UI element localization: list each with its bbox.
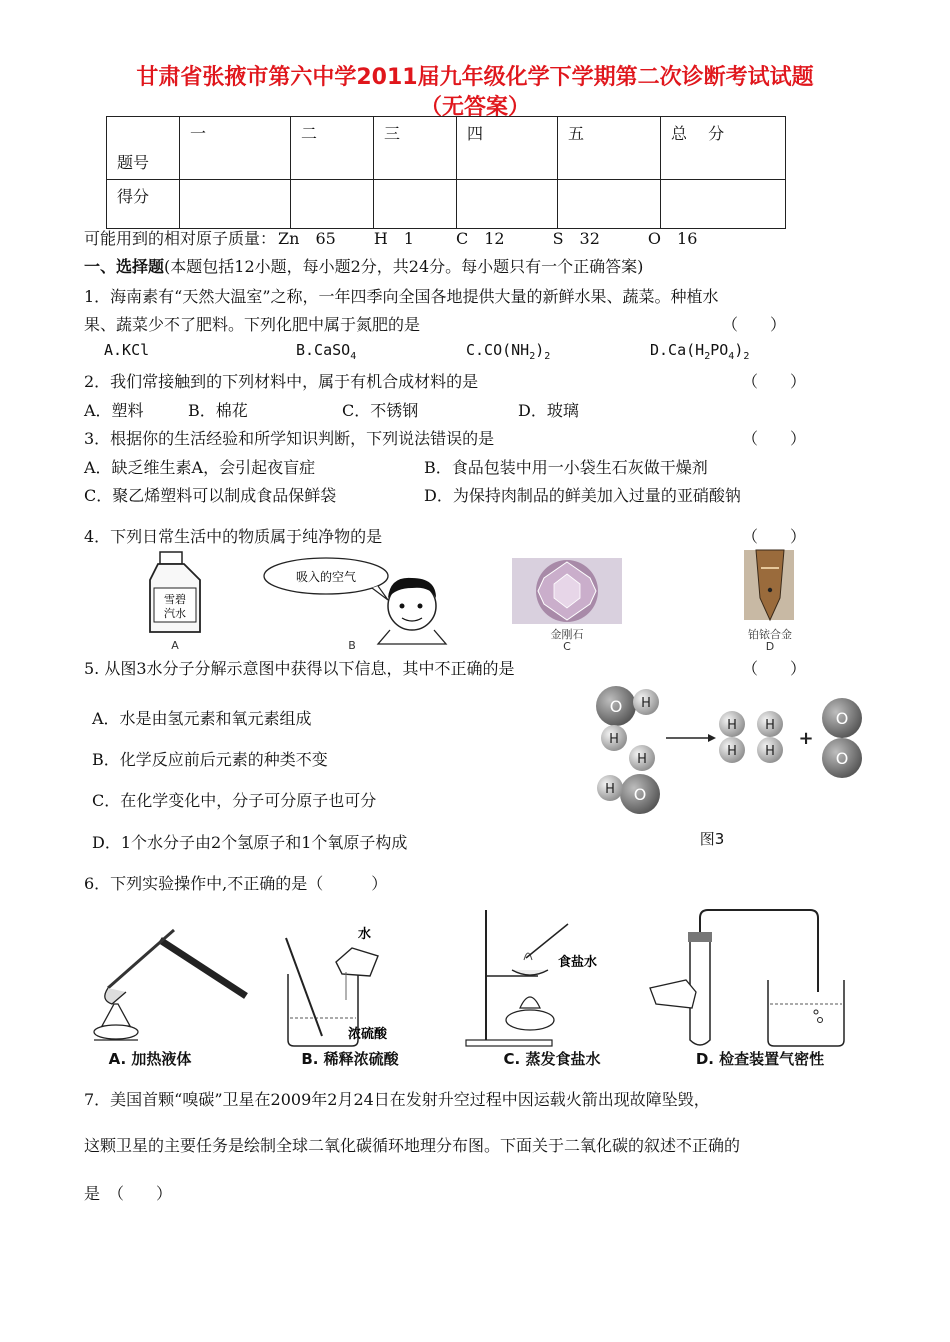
plus-sign: + (798, 728, 814, 749)
figure-3-label: 图3 (699, 830, 725, 848)
q1-option-d[interactable] (650, 341, 749, 362)
q1-d-text: D.Ca(H (650, 341, 705, 359)
lab-operations-figure (90, 900, 870, 1080)
col-5: 五 (558, 117, 661, 180)
col-3: 三 (374, 117, 457, 180)
section-heading (84, 254, 643, 277)
q1-option-c[interactable] (466, 341, 550, 362)
heating-liquid-illustration[interactable] (94, 930, 246, 1040)
q3-option-c[interactable]: C．聚乙烯塑料可以制成食品保鲜袋 (84, 486, 337, 505)
col-1: 一 (180, 117, 291, 180)
atom-h-label: H (637, 752, 647, 767)
atomic-mass-o: O 16 (647, 229, 698, 248)
q1-c-text2: ) (535, 341, 545, 359)
q4-figure (140, 548, 840, 654)
score-cell[interactable] (457, 180, 558, 229)
col-2: 二 (291, 117, 374, 180)
q2-option-a[interactable]: A．塑料 (84, 401, 144, 420)
q3-stem: 3．根据你的生活经验和所学知识判断，下列说法错误的是 (84, 429, 495, 448)
airtightness-check-illustration[interactable] (650, 910, 844, 1046)
q1-c-text: C.CO(NH (466, 341, 530, 359)
q1-stem-line2: 果、蔬菜少不了肥料。下列化肥中属于氮肥的是 (84, 315, 421, 334)
score-cell[interactable] (180, 180, 291, 229)
hydrogen-molecules (719, 711, 783, 763)
atom-h-label: H (605, 782, 615, 797)
q1-b-text: B.CaSO (296, 341, 351, 359)
atom-o-label: O (835, 709, 849, 728)
reaction-arrow (666, 734, 716, 742)
col-4: 四 (457, 117, 558, 180)
atom-o-label: O (835, 749, 849, 768)
q1-option-b[interactable] (296, 341, 356, 362)
q6-option-c: C. 蒸发食盐水 (503, 1050, 601, 1068)
atom-h-label: H (609, 732, 619, 747)
label-salt-water: 食盐水 (558, 955, 598, 970)
atom-h-label: H (641, 696, 651, 711)
q1-d-text2: PO (710, 341, 729, 359)
soda-bottle-image[interactable] (150, 552, 200, 632)
q6-option-a: A. 加热液体 (108, 1050, 192, 1068)
q4-letter-d: D (765, 640, 775, 653)
section-desc: (本题包括12小题，每小题2分，共24分。每小题只有一个正确答案) (164, 257, 644, 276)
q1-d-sub2: 4 (728, 351, 735, 362)
atomic-mass-zn: Zn 65 (278, 229, 336, 248)
bottle-label-2: 汽水 (164, 607, 186, 620)
atomic-mass-s: S 32 (552, 229, 600, 248)
q2-option-d[interactable]: D．玻璃 (518, 401, 579, 420)
section-title: 一、选择题 (84, 257, 165, 276)
bubble-text: 吸入的空气 (295, 570, 357, 584)
q4-letter-a: A (171, 639, 179, 652)
q6-stem: 6．下列实验操作中,不正确的是（ ） (84, 874, 388, 893)
q4-letter-c: C (563, 640, 571, 653)
atom-h-label: H (727, 718, 737, 733)
q6-option-b: B. 稀释浓硫酸 (301, 1050, 399, 1068)
label-water: 水 (358, 927, 372, 942)
score-table-row-score (107, 180, 786, 229)
q5-option-d[interactable]: D．1个水分子由2个氢原子和1个氧原子构成 (92, 833, 408, 852)
boy-breathing-image[interactable] (264, 558, 446, 644)
label-acid: 浓硫酸 (348, 1027, 388, 1042)
atomic-mass-label: 可能用到的相对原子质量： (84, 229, 277, 248)
q5-stem: 5. 从图3水分子分解示意图中获得以下信息，其中不正确的是 (84, 659, 515, 678)
q5-option-b[interactable]: B．化学反应前后元素的种类不变 (92, 750, 328, 769)
atom-h-label: H (765, 718, 775, 733)
q1-option-a[interactable]: A.KCl (104, 341, 150, 359)
score-cell[interactable] (374, 180, 457, 229)
atomic-mass-line (84, 226, 697, 249)
q1-d-text3: ) (734, 341, 744, 359)
score-cell[interactable] (291, 180, 374, 229)
q1-c-sub2: 2 (544, 351, 551, 362)
atomic-mass-h: H 1 (373, 229, 414, 248)
q3-option-d[interactable]: D．为保持肉制品的鲜美加入过量的亚硝酸钠 (424, 486, 741, 505)
atom-o-label: O (633, 785, 647, 804)
water-molecule-1 (596, 686, 659, 751)
nib-caption: 铂铱合金 (748, 628, 792, 641)
score-cell[interactable] (661, 180, 786, 229)
q2-stem: 2．我们常接触到的下列材料中，属于有机合成材料的是 (84, 372, 479, 391)
water-molecule-2 (597, 745, 660, 814)
q2-option-c[interactable]: C．不锈钢 (342, 401, 419, 420)
q7-line1: 7．美国首颗“嗅碳”卫星在2009年2月24日在发射升空过程中因运载火箭出现故障坠毁， (84, 1090, 710, 1109)
atom-h-label: H (727, 744, 737, 759)
atomic-mass-c: C 12 (455, 229, 505, 248)
score-table (106, 116, 786, 229)
q2-option-b[interactable]: B．棉花 (188, 401, 248, 420)
atom-o-label: O (609, 697, 623, 716)
q5-option-a[interactable]: A．水是由氢元素和氧元素组成 (92, 709, 312, 728)
exam-title: 甘肃省张掖市第六中学2011届九年级化学下学期第二次诊断考试试题 (136, 65, 814, 90)
evaporating-salt-illustration[interactable] (466, 910, 597, 1046)
q1-stem-line1: 1．海南素有“天然大温室”之称，一年四季向全国各地提供大量的新鲜水果、蔬菜。种植水 (84, 287, 719, 306)
q1-c-sub: 2 (529, 351, 536, 362)
score-table-row-number (107, 117, 786, 180)
q7-line3: 是 （ ） (84, 1184, 173, 1203)
diamond-image[interactable] (512, 558, 622, 624)
diamond-caption: 金刚石 (550, 628, 584, 641)
q4-stem: 4．下列日常生活中的物质属于纯净物的是 (84, 527, 383, 546)
q1-answer-blank[interactable]: （ ） (722, 315, 787, 334)
bottle-label-1: 雪碧 (164, 593, 186, 606)
exam-title-note: （无答案） (419, 95, 530, 120)
q3-option-a[interactable]: A．缺乏维生素A，会引起夜盲症 (84, 458, 316, 477)
pen-nib-image[interactable] (744, 550, 794, 620)
q4-answer-blank[interactable]: （ ） (742, 527, 807, 546)
q1-d-sub: 2 (704, 351, 711, 362)
oxygen-molecule (822, 698, 862, 778)
q7-line2: 这颗卫星的主要任务是绘制全球二氧化碳循环地理分布图。下面关于二氧化碳的叙述不正确的 (84, 1136, 741, 1155)
q5-option-c[interactable]: C．在化学变化中，分子可分原子也可分 (92, 791, 377, 810)
row-label-number: 题号 (107, 117, 180, 180)
q1-d-sub3: 2 (743, 351, 750, 362)
diluting-acid-illustration[interactable] (286, 926, 388, 1046)
q1-b-sub: 4 (350, 351, 357, 362)
q3-answer-blank[interactable]: （ ） (742, 429, 807, 448)
row-label-score: 得分 (107, 180, 180, 229)
q5-answer-blank[interactable]: （ ） (742, 659, 807, 678)
q4-letter-b: B (348, 639, 356, 652)
q6-option-d: D. 检查装置气密性 (695, 1050, 825, 1068)
col-total: 总 分 (661, 117, 786, 180)
atom-h-label: H (765, 744, 775, 759)
q3-option-b[interactable]: B．食品包装中用一小袋生石灰做干燥剂 (424, 458, 708, 477)
score-cell[interactable] (558, 180, 661, 229)
water-decomposition-figure (590, 680, 880, 850)
q2-answer-blank[interactable]: （ ） (742, 372, 807, 391)
